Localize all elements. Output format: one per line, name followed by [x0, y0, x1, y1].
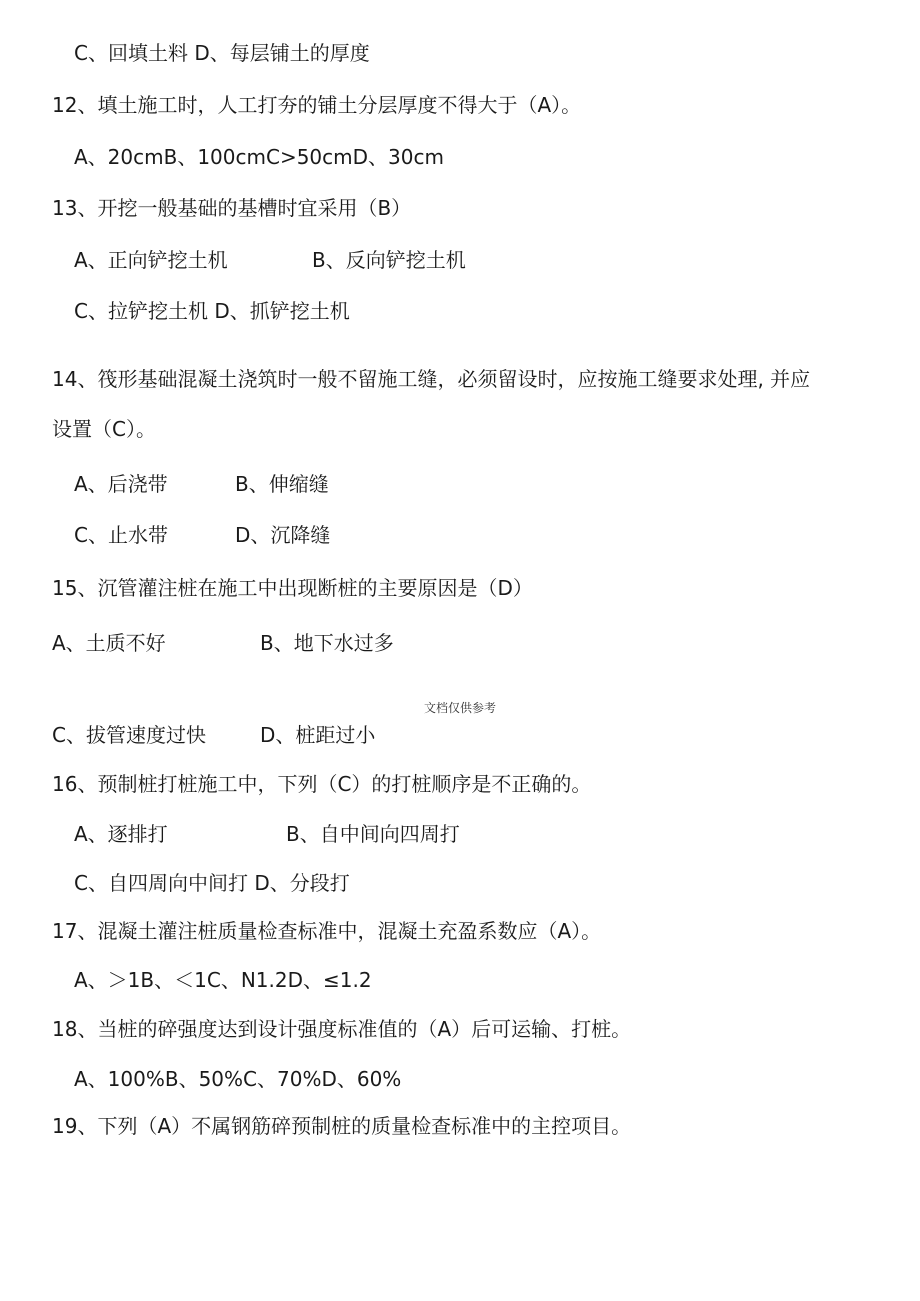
q18-question: 18、当桩的碎强度达到设计强度标准值的（A）后可运输、打桩。	[52, 1017, 632, 1041]
option-b: B、反向铲挖土机	[312, 248, 466, 272]
option-b: B、自中间向四周打	[286, 822, 460, 846]
option-a: A、土质不好	[52, 631, 166, 655]
option-d: D、桩距过小	[260, 723, 376, 747]
option-a: A、后浇带	[74, 472, 168, 496]
q14-question-cont: 设置（C）。	[52, 417, 156, 441]
option-b: B、地下水过多	[260, 631, 394, 655]
q13-options-cd: C、拉铲挖土机 D、抓铲挖土机	[74, 299, 350, 323]
q14-question: 14、筏形基础混凝土浇筑时一般不留施工缝，必须留设时，应按施工缝要求处理, 并应	[52, 367, 811, 391]
q16-options-cd: C、自四周向中间打 D、分段打	[74, 871, 350, 895]
option-b: B、伸缩缝	[235, 472, 329, 496]
q11-option-cd: C、回填土料 D、每层铺土的厚度	[74, 41, 370, 65]
option-c: C、止水带	[74, 523, 168, 547]
option-a: A、正向铲挖土机	[74, 248, 228, 272]
q17-question: 17、混凝土灌注桩质量检查标准中，混凝土充盈系数应（A）。	[52, 919, 602, 943]
option-d: D、沉降缝	[235, 523, 331, 547]
q12-question: 12、填土施工时，人工打夯的铺土分层厚度不得大于（A）。	[52, 93, 582, 117]
q13-question: 13、开挖一般基础的基槽时宜采用（B）	[52, 196, 412, 220]
option-a: A、逐排打	[74, 822, 168, 846]
q16-question: 16、预制桩打桩施工中，下列（C）的打桩顺序是不正确的。	[52, 772, 592, 796]
q15-question: 15、沉管灌注桩在施工中出现断桩的主要原因是（D）	[52, 576, 533, 600]
option-c: C、拔管速度过快	[52, 723, 206, 747]
q19-question: 19、下列（A）不属钢筋碎预制桩的质量检查标准中的主控项目。	[52, 1114, 632, 1138]
footer-note: 文档仅供参考	[423, 701, 496, 715]
q12-options: A、20cmB、100cmC>50cmD、30cm	[74, 145, 444, 169]
q18-options: A、100%B、50%C、70%D、60%	[74, 1067, 402, 1091]
q17-options: A、＞1B、＜1C、N1.2D、≤1.2	[74, 968, 372, 992]
